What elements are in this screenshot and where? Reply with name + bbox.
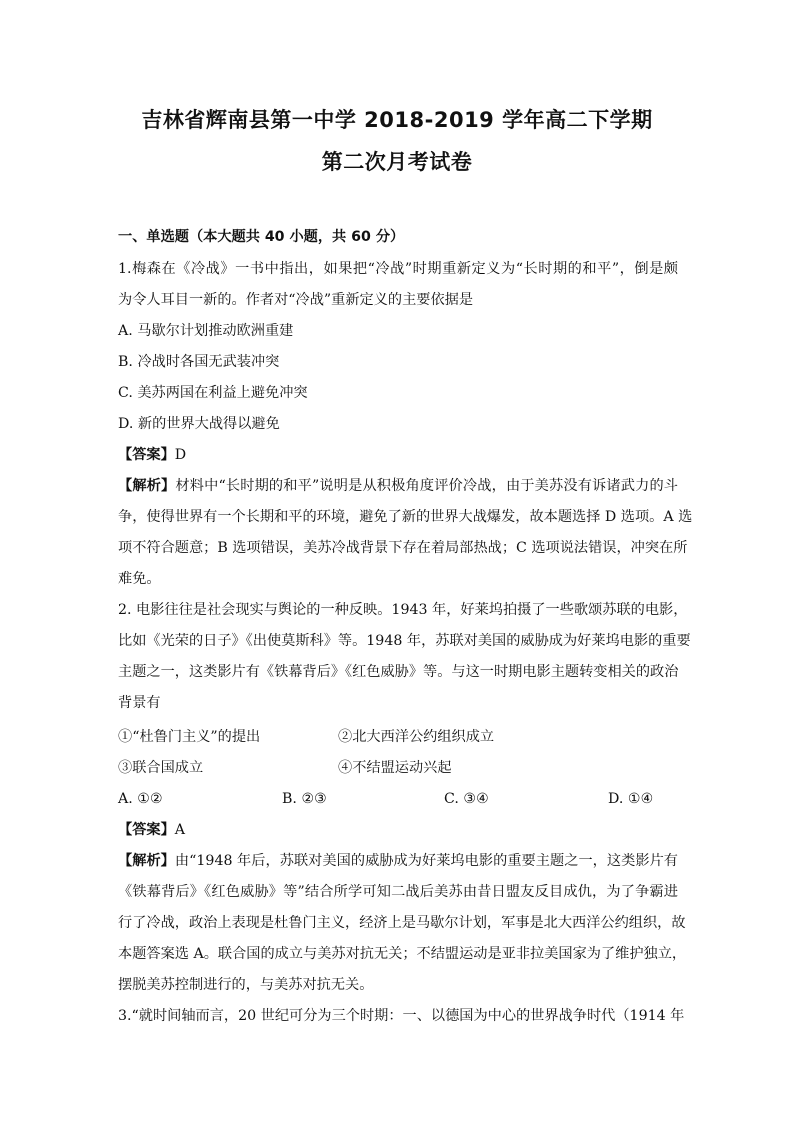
q1-stem-line: 1.梅森在《冷战》一书中指出，如果把“冷战”时期重新定义为“长时期的和平”，倒是颇 [118, 261, 678, 277]
answer-value: A [174, 822, 186, 838]
analysis-label: 【解析】 [118, 853, 175, 869]
q2-option-d: D. ①④ [608, 791, 654, 807]
q1-option-b: B. 冷战时各国无武装冲突 [118, 354, 280, 370]
q1-analysis-line: 项不符合题意；B 选项错误，美苏冷战背景下存在着局部热战；C 选项说法错误，冲突在所 [118, 540, 688, 556]
q2-analysis-line: 《铁幕背后》《红色威胁》等”结合所学可知二战后美苏由昔日盟友反目成仇，为了争霸进 [118, 884, 678, 900]
answer-label: 【答案】 [118, 822, 175, 838]
answer-value: D [174, 447, 187, 463]
q2-item-3: ③联合国成立 [118, 760, 204, 776]
q2-stem-line: 比如《光荣的日子》《出使莫斯科》等。1948 年，苏联对美国的威胁成为好莱坞电影的重要 [118, 633, 691, 649]
q1-answer [118, 445, 678, 465]
q2-answer [118, 820, 678, 840]
q2-option-b: B. ②③ [282, 791, 327, 807]
answer-label: 【答案】 [118, 447, 175, 463]
q2-option-c: C. ③④ [444, 791, 489, 807]
q1-option-d: D. 新的世界大战得以避免 [118, 416, 280, 432]
q2-item-1: ①“杜鲁门主义”的提出 [118, 729, 261, 745]
q2-item-2: ②北大西洋公约组织成立 [338, 729, 495, 745]
q2-item-4: ④不结盟运动兴起 [338, 760, 452, 776]
q1-analysis-line: 【解析】材料中“长时期的和平”说明是从积极角度评价冷战，由于美苏没有诉诸武力的斗 [118, 478, 678, 494]
q2-stem-line: 主题之一，这类影片有《铁幕背后》《红色威胁》等。与这一时期电影主题转变相关的政治 [118, 664, 679, 680]
page-subtitle: 第二次月考试卷 [321, 150, 473, 174]
page-title: 吉林省辉南县第一中学 2018-2019 学年高二下学期 [141, 108, 653, 132]
q2-analysis-line: 本题答案选 A。联合国的成立与美苏对抗无关；不结盟运动是亚非拉美国家为了维护独立， [118, 946, 687, 962]
q1-option-c: C. 美苏两国在利益上避免冲突 [118, 385, 308, 401]
q2-analysis-line: 【解析】由“1948 年后，苏联对美国的威胁成为好莱坞电影的重要主题之一，这类影片有 [118, 853, 678, 869]
q2-analysis-line: 摆脱美苏控制进行的，与美苏对抗无关。 [118, 977, 374, 993]
q1-option-a: A. 马歇尔计划推动欧洲重建 [118, 323, 294, 339]
q2-option-a: A. ①② [118, 791, 163, 807]
q1-stem-line: 为令人耳目一新的。作者对“冷战”重新定义的主要依据是 [118, 292, 474, 308]
section-heading: 一、单选题（本大题共 40 小题，共 60 分） [118, 229, 405, 245]
q1-analysis-line: 难免。 [118, 571, 161, 587]
q2-stem-line: 背景有 [118, 695, 161, 711]
analysis-label: 【解析】 [118, 478, 176, 494]
q2-analysis-line: 行了冷战，政治上表现是杜鲁门主义，经济上是马歇尔计划，军事是北大西洋公约组织，故 [118, 915, 686, 931]
q3-stem-line: 3.“就时间轴而言，20 世纪可分为三个时期：一、以德国为中心的世界战争时代（1914 年 [118, 1008, 685, 1024]
q2-stem-line: 2. 电影往往是社会现实与舆论的一种反映。1943 年，好莱坞拍摄了一些歌颂苏联的电影， [118, 602, 688, 618]
q1-analysis-line: 争，使得世界有一个长期和平的环境，避免了新的世界大战爆发，故本题选择 D 选项。A 选 [118, 509, 693, 525]
